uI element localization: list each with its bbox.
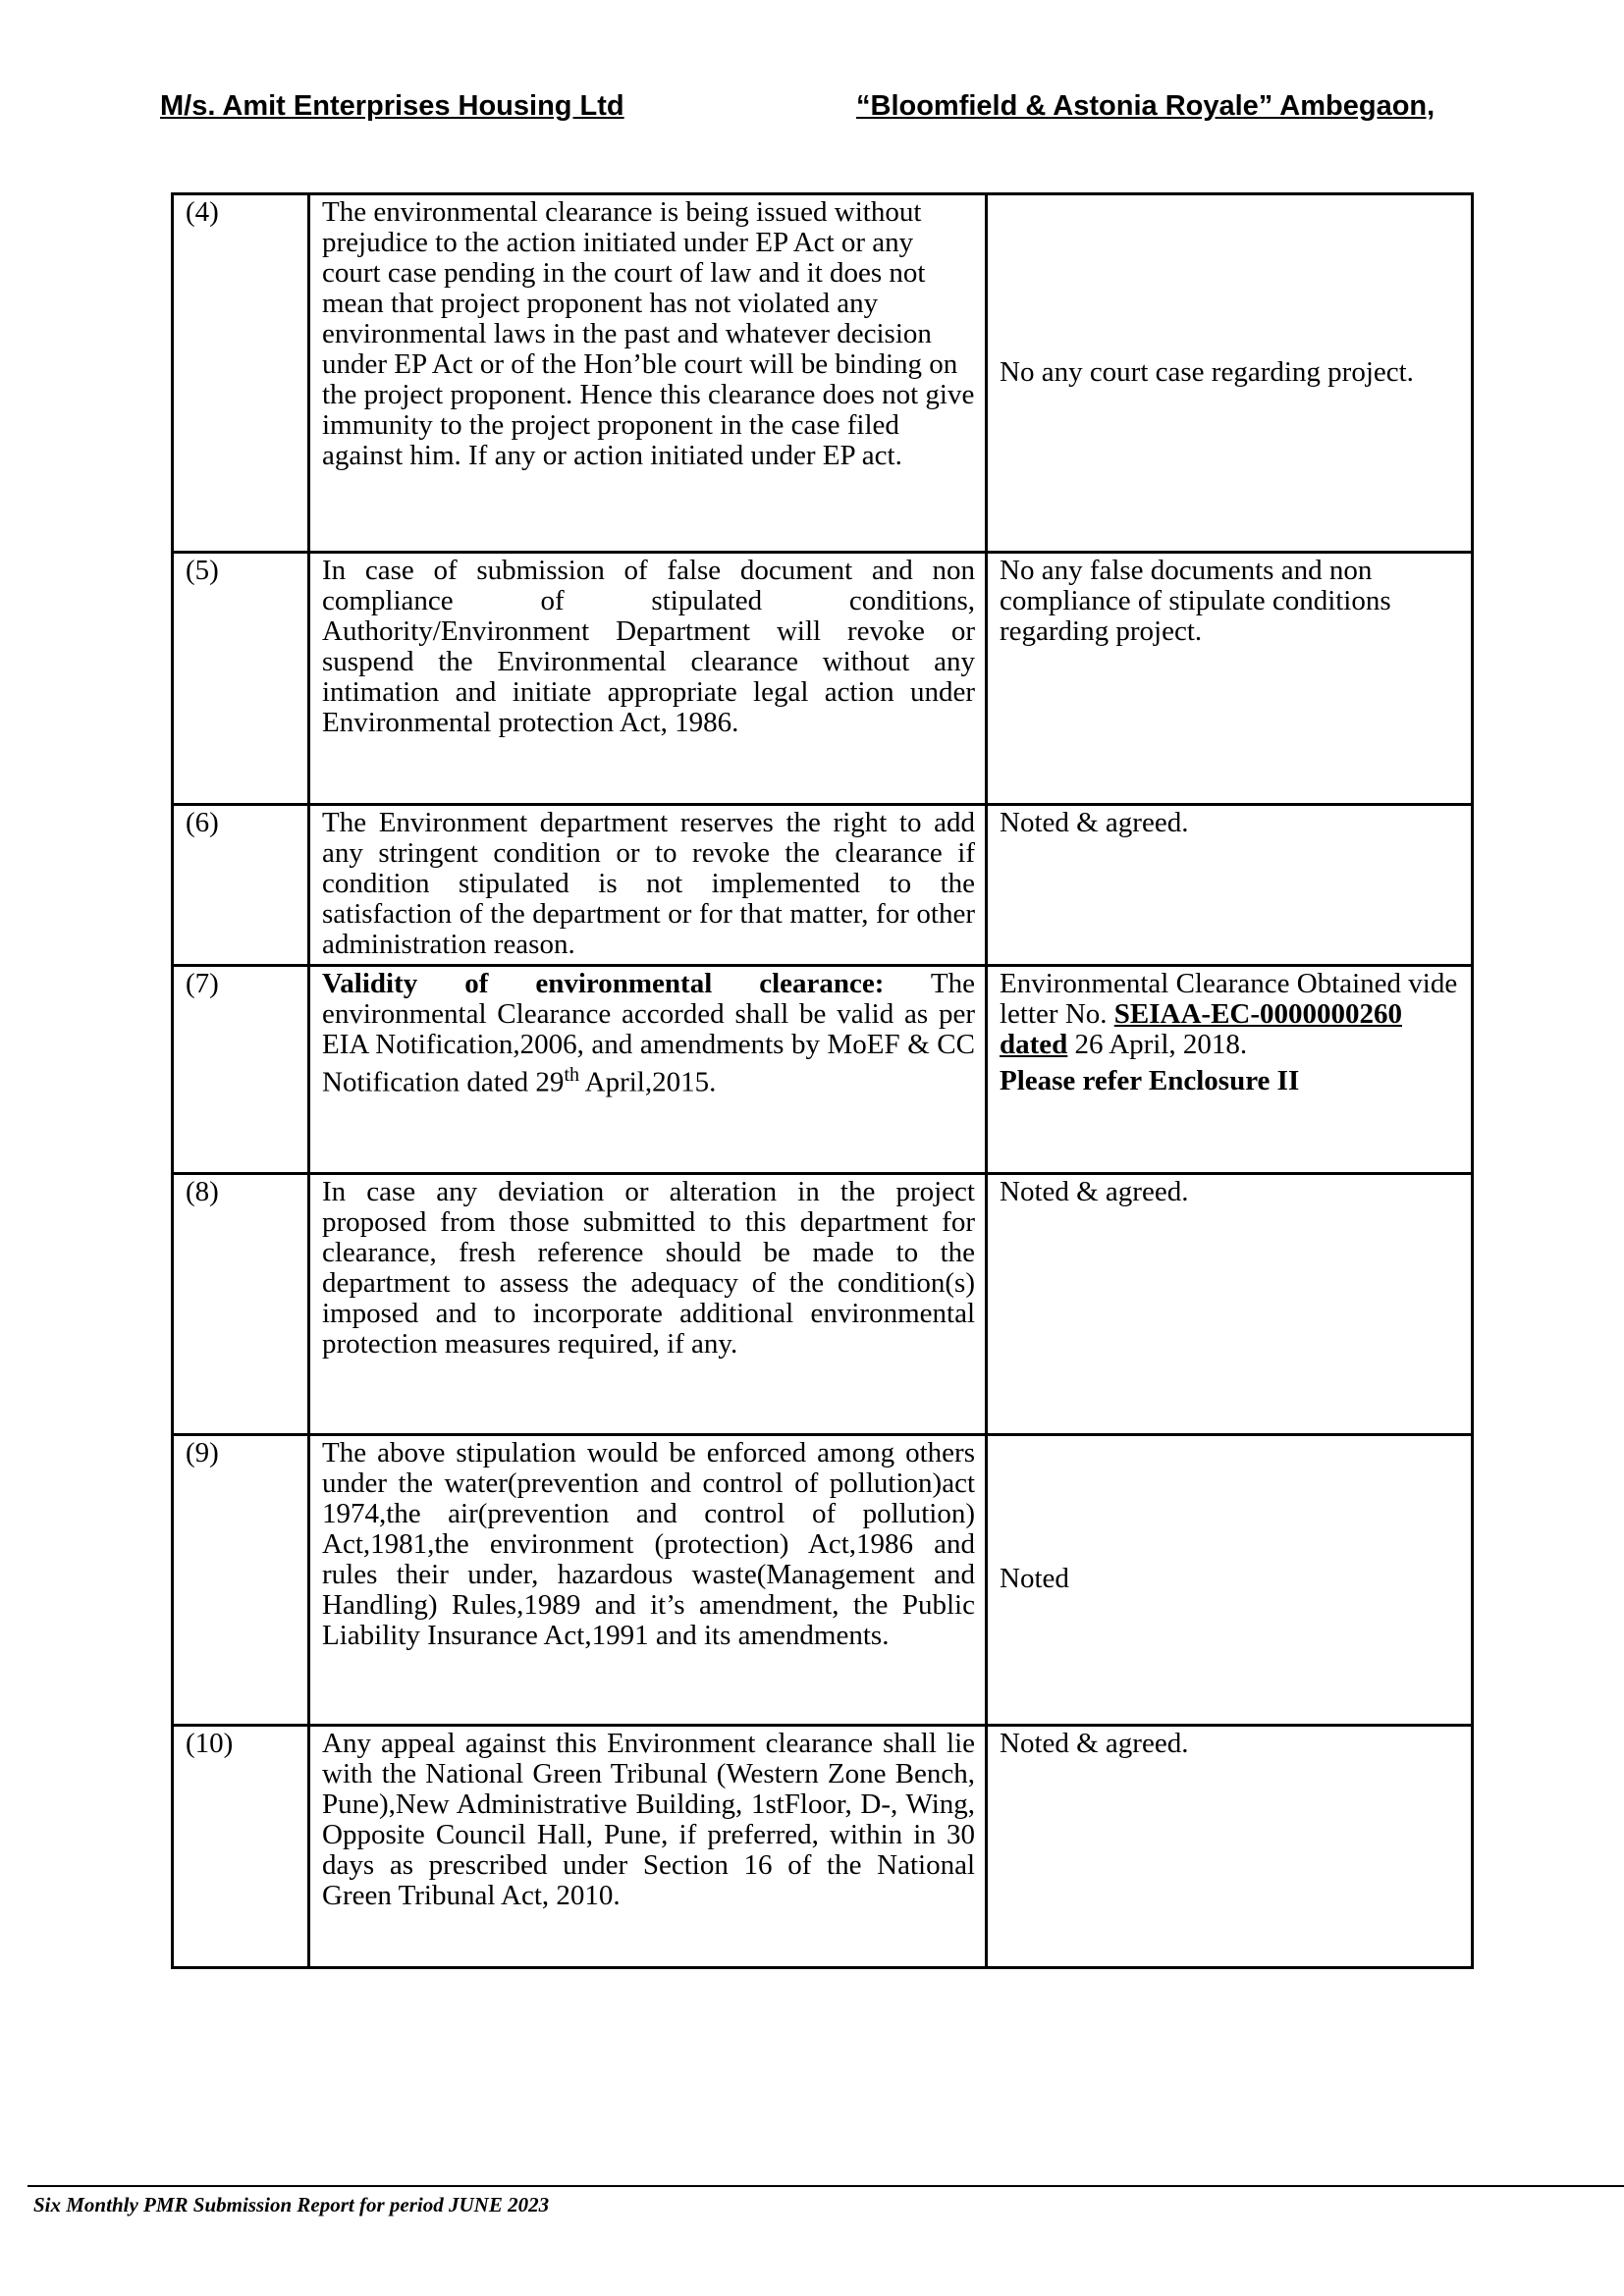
header-project: “Bloomfield & Astonia Royale” Ambegaon, (856, 90, 1435, 122)
header-company: M/s. Amit Enterprises Housing Ltd (160, 90, 624, 122)
condition-text: Any appeal against this Environment clearance shall lie with the National Green Tribunal (Western Zone Bench, Pune),New Administrative Building, 1stFloor, D-, Wing, Opposite Council Hall, Pune, if preferred, within in 30 days as prescribed under Section 16 of the National Green Tribunal Act, 2010. (309, 1726, 987, 1968)
compliance-text: No any court case regarding project. (987, 194, 1473, 553)
condition-tail: April,2015. (579, 1066, 717, 1098)
condition-text: The above stipulation would be enforced among others under the water(prevention and control of pollution)act 1974,the air(prevention and control of pollution) Act,1981,the environment (protection) Act,1986 and rules their under, hazardous waste(Management and Handling) Rules,1989 and it’s amendment, the Public Liability Insurance Act,1991 and its amendments. (309, 1435, 987, 1726)
footer-rule (27, 2185, 1624, 2187)
row-number: (8) (173, 1174, 309, 1435)
footer-text: Six Monthly PMR Submission Report for period JUNE 2023 (33, 2193, 550, 2216)
condition-text (309, 966, 987, 1174)
table-row (173, 805, 1473, 966)
compliance-body: Environmental Clearance Obtained vide letter No. (1000, 968, 1458, 1030)
row-number: (10) (173, 1726, 309, 1968)
row-number: (9) (173, 1435, 309, 1726)
condition-text: The environmental clearance is being issued without prejudice to the action initiated under EP Act or any court case pending in the court of law and it does not mean that project proponent has not violated any environmental laws in the past and whatever decision under EP Act or of the Hon’ble court will be binding on the project proponent. Hence this clearance does not give immunity to the project proponent in the case filed against him. If any or action initiated under EP act. (309, 194, 987, 553)
compliance-table (171, 192, 1474, 1969)
table-row (173, 553, 1473, 805)
row-number: (6) (173, 805, 309, 966)
ec-date: 26 April, 2018. (1067, 1029, 1248, 1060)
row-number: (7) (173, 966, 309, 1174)
condition-text: The Environment department reserves the right to add any stringent condition or to revoke the clearance if condition stipulated is not implemented to the satisfaction of the department or for that matter, for other administration reason. (309, 805, 987, 966)
compliance-text: Noted & agreed. (987, 1174, 1473, 1435)
table-row (173, 1174, 1473, 1435)
condition-body: The environmental Clearance accorded shall be valid as per EIA Notification,2006, and amendments by MoEF & CC Notification dated 29 (322, 968, 975, 1098)
table-row (173, 1726, 1473, 1968)
condition-bold: Validity of environmental clearance: (322, 968, 885, 999)
row-number: (4) (173, 194, 309, 553)
condition-sup: th (564, 1064, 579, 1086)
compliance-text (987, 966, 1473, 1174)
ec-reference: SEIAA-EC-0000000260 dated (1000, 998, 1403, 1060)
condition-text: In case any deviation or alteration in the project proposed from those submitted to this department for clearance, fresh reference should be made to the department to assess the adequacy of the condition(s) imposed and to incorporate additional environmental protection measures required, if any. (309, 1174, 987, 1435)
table-row (173, 1435, 1473, 1726)
row-number: (5) (173, 553, 309, 805)
condition-text: In case of submission of false document and non compliance of stipulated conditions, Authority/Environment Department will revoke or suspend the Environmental clearance without any intimation and initiate appropriate legal action under Environmental protection Act, 1986. (309, 553, 987, 805)
enclosure-note: Please refer Enclosure II (1000, 1065, 1300, 1096)
table-row (173, 966, 1473, 1174)
compliance-text: Noted & agreed. (987, 1726, 1473, 1968)
table-row (173, 194, 1473, 553)
compliance-text: Noted (987, 1435, 1473, 1726)
compliance-text: Noted & agreed. (987, 805, 1473, 966)
compliance-text: No any false documents and non compliance of stipulate conditions regarding project. (987, 553, 1473, 805)
